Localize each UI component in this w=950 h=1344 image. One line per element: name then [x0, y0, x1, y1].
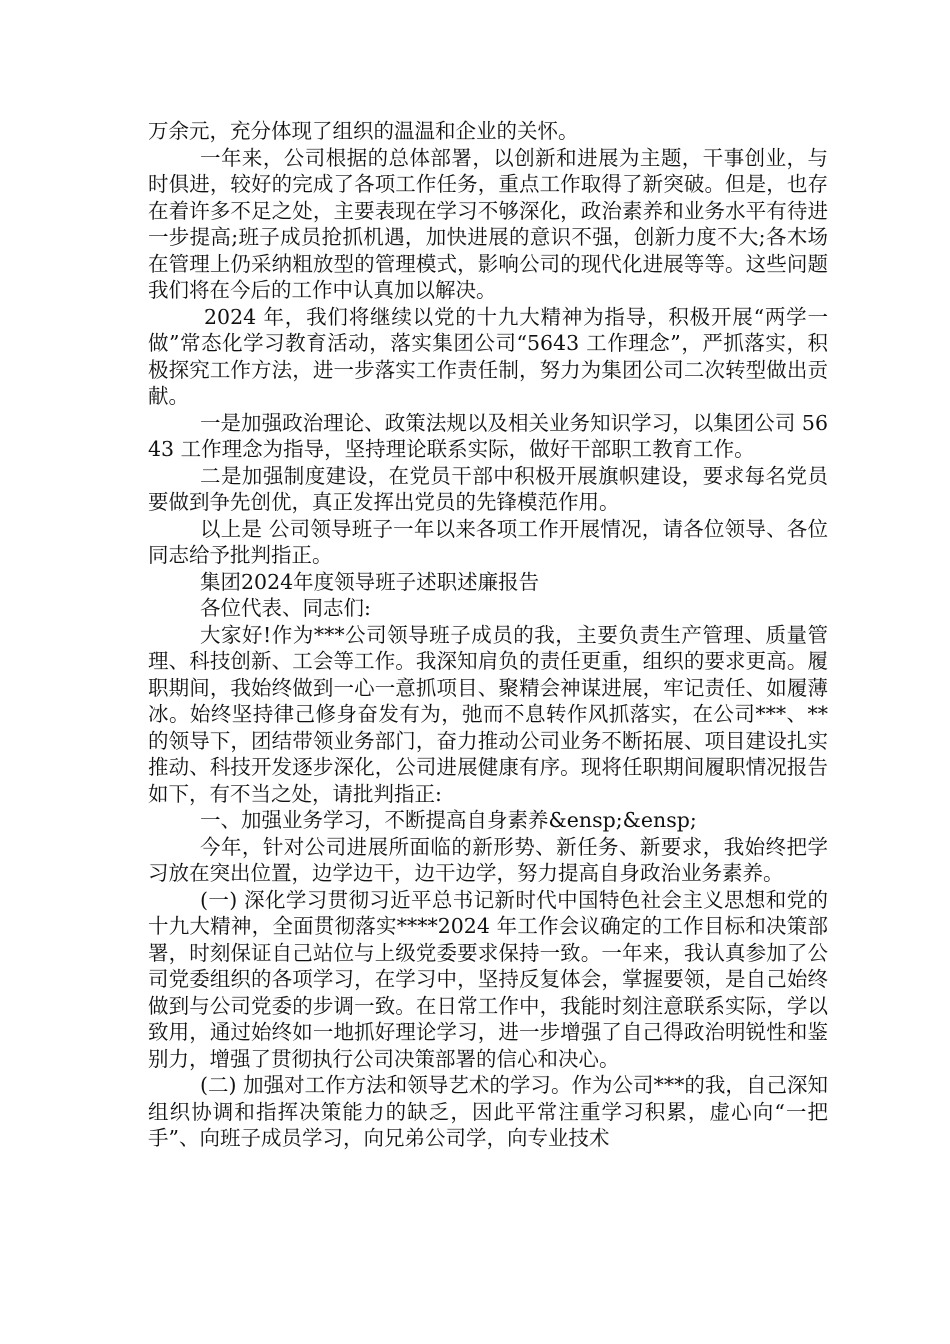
paragraph-5: 二是加强制度建设，在党员干部中积极开展旗帜建设，要求每名党员要做到争先创优，真正发挥出党员的先锋模范作用。 — [148, 463, 828, 514]
paragraph-1: 万余元，充分体现了组织的温温和企业的关怀。 — [148, 119, 579, 143]
paragraph-13: (二) 加强对工作方法和领导艺术的学习。作为公司***的我，自己深知组织协调和指挥决策能力的缺乏，因此平常注重学习积累，虚心向“一把手”、向班子成员学习，向兄弟公司学，向专业技术 — [148, 1073, 828, 1150]
paragraph-2: 一年来，公司根据的总体部署，以创新和进展为主题，干事创业，与时俱进，较好的完成了各项工作任务，重点工作取得了新突破。但是，也存在着许多不足之处，主要表现在学习不够深化，政治素养和业务水平有待进一步提高;班子成员抢抓机遇，加快进展的意识不强，创新力度不大;各木场在管理上仍采纳粗放型的管理模式，影响公司的现代化进展等等。这些问题我们将在今后的工作中认真加以解决。 — [148, 145, 828, 302]
section-heading-1: 一、加强业务学习，不断提高自身素养&ensp;&ensp; — [200, 808, 697, 832]
paragraph-3: 2024 年，我们将继续以党的十九大精神为指导，积极开展“两学一做”常态化学习教育活动，落实集团公司“5643 工作理念”，严抓落实，积极探究工作方法，进一步落实工作责任制，努力为集团公司二次转型做出贡献。 — [148, 304, 828, 408]
paragraph-11: 今年，针对公司进展所面临的新形势、新任务、新要求，我始终把学习放在突出位置，边学边干，边干边学，努力提高自身政治业务素养。 — [148, 834, 828, 885]
paragraph-12: (一) 深化学习贯彻习近平总书记新时代中国特色社会主义思想和党的十九大精神，全面贯彻落实****2024 年工作会议确定的工作目标和决策部署，时刻保证自己站位与上级党委要求保持一致。一年来，我认真参加了公司党委组织的各项学习，在学习中，坚持反复体会，掌握要领，是自己始终做到与公司党委的步调一致。在日常工作中，我能时刻注意联系实际，学以致用，通过始终如一地抓好理论学习，进一步增强了自己得政治明锐性和鉴别力，增强了贯彻执行公司决策部署的信心和决心。 — [148, 887, 828, 1071]
salutation: 各位代表、同志们: — [200, 596, 371, 620]
document-body — [148, 118, 828, 1152]
paragraph-6: 以上是 公司领导班子一年以来各项工作开展情况，请各位领导、各位同志给予批判指正。 — [148, 516, 828, 567]
report-title: 集团2024年度领导班子述职述廉报告 — [200, 569, 540, 594]
paragraph-4: 一是加强政治理论、政策法规以及相关业务知识学习，以集团公司 5643 工作理念为指导，坚持理论联系实际，做好干部职工教育工作。 — [148, 410, 828, 461]
paragraph-9: 大家好!作为***公司领导班子成员的我，主要负责生产管理、质量管理、科技创新、工会等工作。我深知肩负的责任更重，组织的要求更高。履职期间，我始终做到一心一意抓项目、聚精会神谋进展，牢记责任、如履薄冰。始终坚持律己修身奋发有为，弛而不息转作风抓落实，在公司***、**的领导下，团结带领业务部门，奋力推动公司业务不断拓展、项目建设扎实推动、科技开发逐步深化，公司进展健康有序。现将任职期间履职情况报告如下，有不当之处，请批判指正: — [148, 622, 828, 806]
